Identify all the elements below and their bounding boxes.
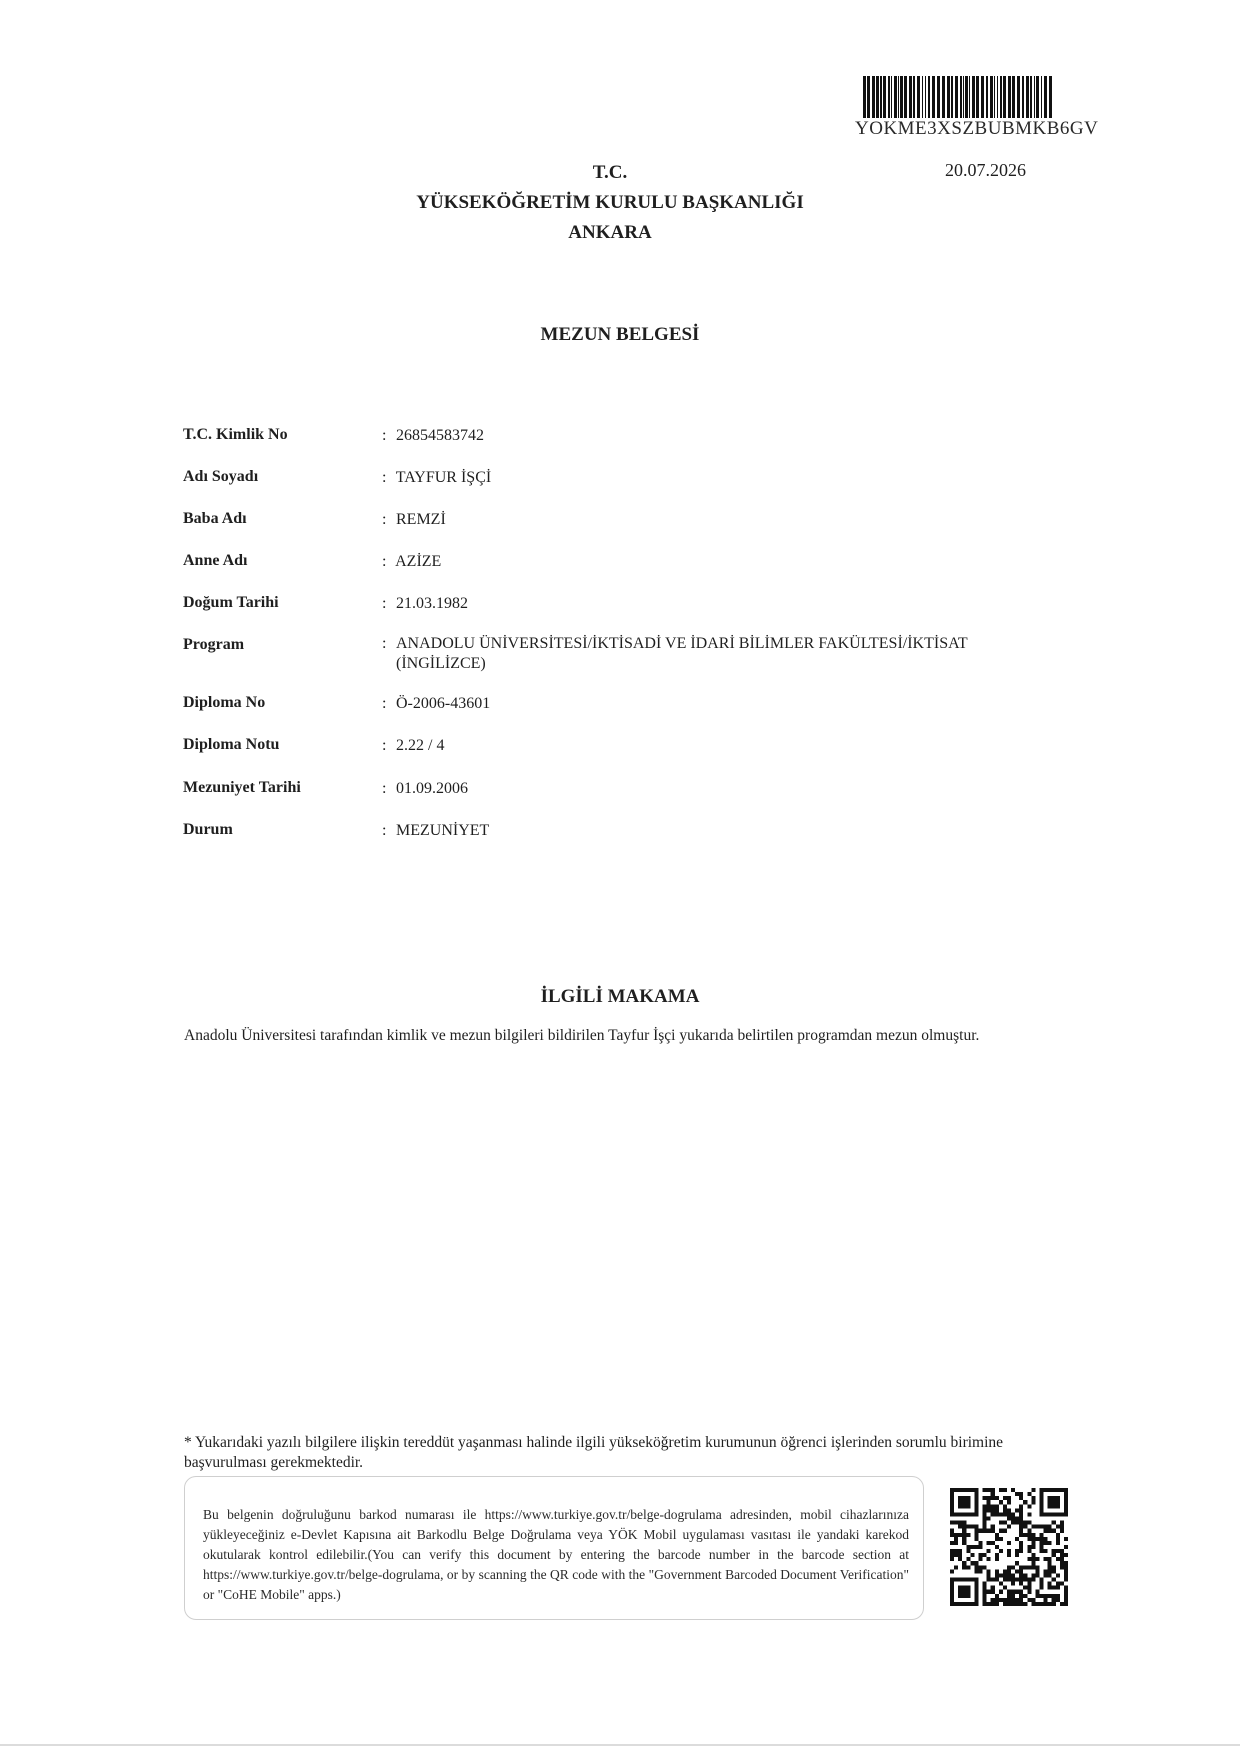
graduation-statement: Anadolu Üniversitesi tarafından kimlik ve mezun bilgileri bildirilen Tayfur İşçi yukarıda belirtilen programdan mezun olmuştur.	[184, 1027, 980, 1044]
colon: :	[382, 695, 387, 712]
field-value-name	[382, 468, 1082, 488]
field-value-diploma-grade	[382, 736, 1082, 756]
colon: :	[382, 595, 387, 612]
document-date: 20.07.2026	[945, 160, 1026, 180]
colon: :	[382, 635, 387, 652]
value-text: 01.09.2006	[396, 780, 468, 797]
verification-text: Bu belgenin doğruluğunu barkod numarası ile https://www.turkiye.gov.tr/belge-dogrulama adresinden, mobil cihazlarınıza yükleyeceğiniz e-Devlet Kapısına ait Barkodlu Belge Doğrulama veya YÖK Mobil uygulaması vasıtası ile yandaki karekod okutularak kontrol edilebilir.(You can verify this document by entering the barcode number in the barcode section at https://www.turkiye.gov.tr/belge-dogrulama, or by scanning the QR code with the "Government Barcoded Document Verification" or "CoHE Mobile" apps.)	[203, 1507, 909, 1602]
header-line-institution: YÜKSEKÖĞRETİM KURULU BAŞKANLIĞI	[416, 192, 804, 213]
value-text: ANADOLU ÜNİVERSİTESİ/İKTİSADİ VE İDARİ BİLİMLER FAKÜLTESİ/İKTİSAT (İNGİLİZCE)	[396, 635, 968, 672]
field-label-birthdate: Doğum Tarihi	[183, 594, 279, 611]
field-value-tc-kimlik	[382, 426, 1082, 446]
colon: :	[382, 822, 387, 839]
field-value-status	[382, 821, 1082, 841]
verification-box	[184, 1476, 924, 1620]
qr-code-icon	[950, 1488, 1068, 1606]
colon: :	[382, 511, 387, 528]
issuer-header	[410, 158, 810, 248]
value-text: REMZİ	[396, 511, 446, 528]
field-label-program: Program	[183, 636, 245, 653]
colon: :	[382, 780, 387, 797]
addressee-heading: İLGİLİ MAKAMA	[540, 986, 700, 1007]
value-text: 21.03.1982	[396, 595, 468, 612]
field-value-birthdate	[382, 594, 1082, 614]
field-value-mother	[382, 552, 1082, 572]
footnote: * Yukarıdaki yazılı bilgilere ilişkin tereddüt yaşanması halinde ilgili yükseköğretim kurumunun öğrenci işlerinden sorumlu birimine başvurulması gerekmektedir.	[184, 1434, 1004, 1471]
field-label-diploma-no: Diploma No	[183, 694, 266, 711]
document-title: MEZUN BELGESİ	[540, 324, 700, 345]
field-label-status: Durum	[183, 821, 233, 838]
field-value-program	[382, 634, 1082, 674]
colon: :	[382, 737, 387, 754]
field-label-father: Baba Adı	[183, 510, 247, 527]
header-line-city: ANKARA	[568, 222, 652, 243]
value-text: AZİZE	[395, 553, 442, 570]
field-label-diploma-grade: Diploma Notu	[183, 736, 280, 753]
colon: :	[382, 553, 387, 570]
header-line-country: T.C.	[592, 162, 628, 183]
field-label-tc-kimlik: T.C. Kimlik No	[183, 426, 288, 443]
value-text: TAYFUR İŞÇİ	[395, 469, 492, 486]
value-text: 2.22 / 4	[396, 737, 445, 754]
barcode-image	[863, 76, 1055, 118]
page-bottom-edge	[0, 1744, 1240, 1746]
field-label-name: Adı Soyadı	[183, 468, 259, 485]
field-value-diploma-no	[382, 694, 1082, 714]
value-text: 26854583742	[396, 427, 484, 444]
field-label-mother: Anne Adı	[183, 552, 248, 569]
value-text: MEZUNİYET	[396, 822, 490, 839]
field-value-graduation-date	[382, 779, 1082, 799]
field-value-father	[382, 510, 1082, 530]
colon: :	[382, 469, 387, 486]
colon: :	[382, 427, 387, 444]
value-text: Ö-2006-43601	[396, 695, 491, 712]
field-label-graduation-date: Mezuniyet Tarihi	[183, 779, 301, 796]
barcode-number: YOKME3XSZBUBMKB6GV	[855, 118, 1099, 139]
